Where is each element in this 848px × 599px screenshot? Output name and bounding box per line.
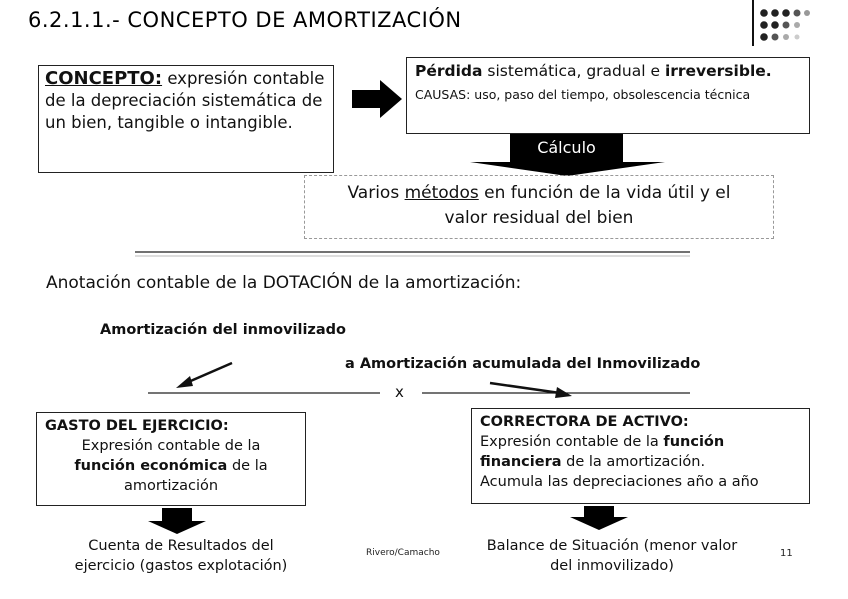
metodos-post: en función de la vida útil y el xyxy=(484,183,731,203)
correctora-title: CORRECTORA DE ACTIVO: xyxy=(480,414,689,430)
anotacion-heading: Anotación contable de la DOTACIÓN de la amortización: xyxy=(46,273,522,293)
gasto-title: GASTO DEL EJERCICIO: xyxy=(45,418,229,434)
arrow-right-icon xyxy=(352,80,402,118)
gasto-line2 xyxy=(41,456,301,476)
correctora-line1-bold: función xyxy=(663,434,725,450)
metodos-pre: Varios xyxy=(347,183,400,203)
footer-right-line1: Balance de Situación (menor valor xyxy=(486,538,738,554)
perdida-middle: sistemática, gradual e xyxy=(487,62,660,80)
footer-left xyxy=(36,536,326,576)
page-number: 11 xyxy=(780,548,793,559)
concepto-box xyxy=(38,65,334,173)
gasto-line3: amortización xyxy=(123,478,219,494)
author-credit: Rivero/Camacho xyxy=(366,548,440,558)
gasto-bold: función económica xyxy=(74,458,228,474)
correctora-line2-bold: financiera xyxy=(480,454,562,470)
causas-text: CAUSAS: uso, paso del tiempo, obsolescencia técnica xyxy=(415,87,751,102)
footer-right-line2: del inmovilizado) xyxy=(550,558,674,574)
dots-logo-icon xyxy=(752,0,810,46)
concepto-keyword: CONCEPTO: xyxy=(45,68,163,89)
correctora-box xyxy=(471,408,810,504)
x-separator: x xyxy=(395,383,404,401)
footer-right xyxy=(462,536,762,576)
correctora-line3: Acumula las depreciaciones año a año xyxy=(480,474,759,490)
correctora-line2-text: de la amortización. xyxy=(566,454,706,470)
arrow-down-left-icon xyxy=(148,508,206,534)
metodos-underlined: métodos xyxy=(404,183,479,203)
footer-left-line1: Cuenta de Resultados del xyxy=(88,538,274,554)
divider-line xyxy=(135,252,690,256)
concepto-text: expresión contable de la depreciación sistemática de un bien, tangible o intangible. xyxy=(45,69,325,132)
arrow-down-right-icon xyxy=(570,506,628,530)
footer-left-line2: ejercicio (gastos explotación) xyxy=(74,558,288,574)
page-title: 6.2.1.1.- CONCEPTO DE AMORTIZACIÓN xyxy=(28,8,462,32)
debe-label: Amortización del inmovilizado xyxy=(100,322,346,338)
gasto-line1: Expresión contable de la xyxy=(81,438,261,454)
funnel-arrow-icon xyxy=(470,162,665,176)
metodos-line2: valor residual del bien xyxy=(444,208,634,228)
arrow-debe-icon xyxy=(176,363,232,388)
calculo-label: Cálculo xyxy=(510,134,623,162)
correctora-line1 xyxy=(480,432,801,452)
gasto-line2-rest: de la xyxy=(231,458,268,474)
correctora-line2 xyxy=(480,452,801,472)
metodos-box xyxy=(304,175,774,239)
perdida-word: Pérdida xyxy=(415,62,483,80)
gasto-box xyxy=(36,412,306,506)
arrow-haber-icon xyxy=(490,383,572,398)
perdida-line xyxy=(415,62,801,80)
metodos-line1 xyxy=(305,181,773,206)
correctora-line1-text: Expresión contable de la xyxy=(480,434,659,450)
haber-label: a Amortización acumulada del Inmovilizado xyxy=(345,356,701,372)
perdida-box xyxy=(406,57,810,134)
irreversible-word: irreversible. xyxy=(664,62,772,80)
